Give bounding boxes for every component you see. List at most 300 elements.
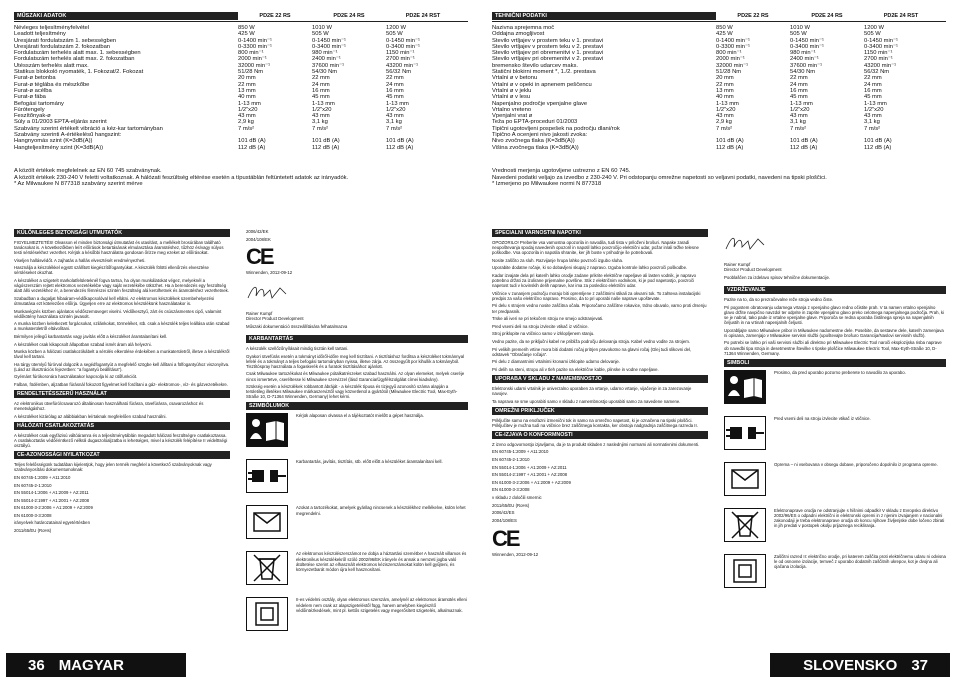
spec-value: 56/32 Nm <box>864 69 890 76</box>
paragraph: 2004/108/ES <box>492 517 517 523</box>
symbol-text: Prosimo, da pred uporabo pozorno preberete to navodilo za uporabo. <box>774 369 906 375</box>
paragraph: Szükség esetén a készülékek robbantott ábráját - a készülék típusa és tizjegyű azonosító száma alapján a területileg illetékes Milwaukee márkaszerviztől vagy közvetlenül a gyártótól (Milwaukee Electric Tool, Max-Eyth-Straße 10, D-71364 Winnenden, Germany) lehet kérni. <box>246 384 458 400</box>
spec-value: 0-1450 min⁻¹ <box>864 37 898 44</box>
paragraph: Pred vsemi deli na stroju izvlecite vtikač iz vtičnice. <box>492 323 589 329</box>
spec-value: 51/28 Nm <box>716 69 742 76</box>
section-heading: KÜLÖNLEGES BIZTONSÁGI UTMUTATÓK <box>14 229 230 237</box>
model-2: PD2E 24 RS <box>333 12 365 19</box>
spec-value: 505 W <box>312 31 329 38</box>
spec-value: 45 mm <box>386 94 404 101</box>
symbol-row <box>246 551 468 590</box>
spec-value: 1/2"x20 <box>716 106 736 113</box>
spec-value: 1200 W <box>864 25 884 31</box>
symbol-row <box>246 413 468 452</box>
ce-mark: CE <box>492 525 519 551</box>
spec-value: 16 mm <box>386 87 404 94</box>
spec-label: Hangteljesítmény szint (K=3dB(A)) <box>14 144 104 151</box>
spec-label: Število vrtljajev pri obremenitvi v 2. prestavi <box>492 56 604 63</box>
paragraph: Uporabljajte samo Milwaukee pribor in Milwaukee nadomestne dele. Posebite, da sestavne dele, katerih zamenjava ni opisana, zamenjajo v Milwaukee servisni službi (upoštevajte brošuro Garancija/Naslovi servisnih služb). <box>724 327 944 338</box>
section <box>724 359 946 367</box>
section-heading: KARBANTARTÁS <box>246 335 468 343</box>
spec-value: 800 min⁻¹ <box>716 50 742 57</box>
spec-row <box>14 145 468 151</box>
paragraph: 2006/42/ES <box>492 510 515 516</box>
weee-bin-icon <box>724 508 774 547</box>
spec-value: 20 mm <box>238 75 256 82</box>
spec-label: Ütésszám terhelés alatt max. <box>14 62 89 69</box>
spec-label: Furat-ø téglába és mészkőbe <box>14 81 90 88</box>
accessory-icon <box>246 505 296 544</box>
spec-label: Furat-ø fába <box>14 94 46 101</box>
paragraph: FIGYELMEZTETÉS! Olvasson el minden biztonsági útmutatást és utasítást, a mellékelt brosúrában található tanácsokat is. A következőkben leírt előírások betartásának elmulasztása áramütéshez, tűzhöz és/vagy súlyos testi sérülésekhez vezethet. Kérjük a későbbi használatra gondosan őrizze meg ezeket az előírásokat. <box>14 240 224 256</box>
spec-value: 37600 min⁻¹ <box>790 62 823 69</box>
spec-value: 0-1450 min⁻¹ <box>312 37 346 44</box>
signature-icon <box>246 282 288 302</box>
section <box>14 451 230 533</box>
spec-value: 3,1 kg <box>864 119 880 126</box>
paragraph: Viseljen hallásvédőt. A zajhatás a hallás elvesztését eredményezheti. <box>14 257 146 263</box>
spec-value: 1/2"x20 <box>790 106 810 113</box>
spec-label: Višina zvočnega tlaka (K=3dB(A)) <box>492 144 579 151</box>
spec-label: Vrtalni ø v opeki in apnenem peščencu <box>492 81 592 88</box>
spec-label: Vrtalni ø v jeklu <box>492 87 532 94</box>
page-footer <box>6 653 186 677</box>
spec-value: 22 mm <box>790 75 808 82</box>
spec-label: Število vrtljajev pri obremenitvi v 1. prestavi <box>492 50 604 57</box>
spec-header <box>492 10 946 22</box>
spec-value: 101 dB (A) <box>864 138 892 145</box>
spec-value: 0-1450 min⁻¹ <box>790 37 824 44</box>
directive: 2004/108/EK <box>246 236 271 242</box>
spec-value: 0-3400 min⁻¹ <box>790 43 824 50</box>
paragraph: Stroj priklopite na vtičnico samo v izklopljenem stanju. <box>492 331 595 337</box>
paragraph: Gyémánt fúrókoronára használatakor kapcsolja ki az ütőfunkciót. <box>14 374 138 380</box>
spec-value: 0-1400 min⁻¹ <box>238 37 272 44</box>
spec-value: 7 m/s² <box>716 125 733 132</box>
column-maintenance <box>724 229 946 629</box>
symbol-text: Zaščitni razred II: električno orodje, pri katerem zaščita proti električnemu udaru ni odvisna le od osnovne izolacije, temveč z uporabo dodatnih zaščitnih ukrepov, kot je dvojna ali ojačana izolacija. <box>774 553 946 569</box>
spec-label: bremensko število udarcev maks. <box>492 62 579 69</box>
spec-label: Tipično A ocenjeni nivo jakosti zvoka: <box>492 132 588 139</box>
spec-value: 425 W <box>716 31 733 38</box>
paragraph: Pri velikih premerih vrtine mora biti dodatni ročaj pritrjen pravokotno na glavni ročaj (Glej tudi slikovni del, odstavek "Obračanje ročaja". <box>492 346 692 357</box>
section <box>246 402 468 410</box>
spec-value: 850 W <box>238 25 255 31</box>
spec-value: 22 mm <box>716 81 734 88</box>
paragraph: EN 60745-1:2009 + A11:2010 <box>14 474 71 480</box>
symbol-row <box>724 462 946 501</box>
unplug-icon <box>246 459 296 498</box>
signer-title: Director Product Development <box>246 315 304 321</box>
spec-value: 0-3400 min⁻¹ <box>864 43 898 50</box>
spec-title: MŰSZAKI ADATOK <box>14 12 238 20</box>
symbol-row <box>724 416 946 455</box>
place-date: Winnenden, 2012-09-12 <box>246 270 293 276</box>
spec-value: 2,9 kg <box>238 119 254 126</box>
paragraph: v skladu z določili smernic <box>492 495 542 500</box>
spec-rows <box>14 25 468 151</box>
spec-value: 24 mm <box>864 81 882 88</box>
spec-label: Število vrtljajev v prostem teku v 1. prestavi <box>492 37 604 44</box>
section-heading: SZIMBÓLUMOK <box>246 402 468 410</box>
spec-label: Fordulatszám terhelés alatt max. 1. sebességben <box>14 50 141 57</box>
model-1: PD2E 22 RS <box>259 12 291 19</box>
spec-note: A közölt értékek 230-240 V feletti voltatkoznak. A hálózati feszültség eltérése esetén a típustáblán feltüntetett adatok az irányadók. <box>14 174 349 181</box>
spec-notes <box>492 168 942 188</box>
spec-value: 1-13 mm <box>312 100 335 107</box>
symbol-text: Kérjük alaposan olvassa el a tájékoztatót mielőtt a gépet használja. <box>296 413 424 419</box>
page-number: 37 <box>911 656 928 674</box>
symbol-text: Pred vsemi deli na stroju izvlecite vtikač iz vtičnice. <box>774 415 871 421</box>
symbol-row <box>246 505 468 544</box>
paragraph: Az elektronikus ütvefúró/csavarozó általánosan használható fúrásra, ütvefúrásra, csavarozáshoz és menetvágáshoz. <box>14 401 204 412</box>
paragraph: EN 55014-1:2006 + A1:2009 + A2:2011 <box>14 490 89 496</box>
spec-label: Napenjalno področje vpenjalne glave <box>492 100 588 107</box>
paragraph: A készüléket a szigetelt markolatfelületeknél fogva tartsa, ha olyan munkálatokat végez, melyeknél a vágószerszám rejtett elektromos vezetékekbe vagy saját vezetékébe ütközhet. Ha a berendezés egy feszültség alatt álló vezetékhez ér, a berendezés fémrészei szintén feszültség alá kerülhetnek és áramütéshez vezethetnek. <box>14 278 229 294</box>
class-ii-icon <box>246 597 296 636</box>
paragraph: Pri delu s strojem vedno nosite zaščitna očala. Priporočamo zaščitne rokavice, trdno obuvalo, varno proti drsenju ter predpasnik. <box>492 303 707 314</box>
paragraph: Z izvno odgovornostjo izjavljamo, da je ta produkt skladen z naslednjimi normami ali normativnimi dokumenti. <box>492 441 700 447</box>
symbol-text: Elektronaprave orodja ne odstranjujte s hišnimi odpadki! V skladu z Evropsko direktivo 2002/96/ES o odpadni električni in elektronski opremi in z njenim izvajanjem v nacionalni zakonodaji je treba elektronaprave orodja ob koncu njihove življenjske dobe ločeno zbirati in jih predati v postopek okolju prijaznega recikliranja. <box>774 507 945 528</box>
paragraph: Nosite zaščito za sluh. Razvijanje hrupa lahko povzroči izgubo sluha. <box>492 257 624 263</box>
symbol-text: II-es védelmi osztály, olyan elektromos szerszám, amelynél az elektromos áramütés elleni védelem nem csak az alapszigeteléstől függ, hanem amelyben kiegészítő védőintézkedések, mint pl. kettős szigetelés vagy megerősített szigetelés, alkalmaznak. <box>296 597 467 613</box>
spec-note: Vrednosti merjenja ugotovljene ustrezno z EN 60 745. <box>492 168 631 174</box>
page-language: MAGYAR <box>58 656 124 674</box>
paragraph: Csak Milwaukee tartozékokat és Milwaukee pótalkatrészeket szabad használni. Az olyan elemeket, melyek cseréje nincs ismertetve, cseréltesse ki Milwaukee szervizzel (lásd Garancia/Ügyfélszolgálat címei kiadvány). <box>246 371 465 382</box>
spec-value: 40 mm <box>716 94 734 101</box>
spec-label: Szabvány szerint értékelt vibráció a kéz-kar tartományban <box>14 125 163 132</box>
paragraph: Pri delu z diamantnimi vrtalnimi kronami izklopite udarno delovanje. <box>492 359 621 365</box>
section <box>724 286 946 355</box>
paragraph: A készüléket kizárólag az alábbiakban leírtaknak megfelelően szabad használni. <box>14 413 167 419</box>
section <box>246 335 468 399</box>
section <box>492 431 708 523</box>
spec-label: Statični blokirni moment *, 1./2. prestava <box>492 69 596 76</box>
paragraph: Priključite samo na enofazni izmenični tok in samo na omrežno napetost, ki je označena na tipski ploščici. Priključitev je možna tudi na vtičnice brez zaščitnega kontakta, ker obstoja nadgradnja zaščitnega razreda II. <box>492 417 698 428</box>
spec-label: Tipični ugotovljeni pospešek na področju dlani/rok <box>492 125 620 132</box>
maintenance-sections <box>724 286 946 366</box>
place-date: Winnenden, 2012-09-12 <box>492 551 539 557</box>
spec-value: 1-13 mm <box>386 100 409 107</box>
spec-value: 37600 min⁻¹ <box>312 62 345 69</box>
spec-value: 16 mm <box>864 87 882 94</box>
spec-value: 425 W <box>238 31 255 38</box>
section-heading: SPECIALNI VARNOSTNI NAPOTKI <box>492 229 708 237</box>
spec-value: 1/2"x20 <box>312 106 332 113</box>
signer-name: Rainer Kumpf <box>724 262 751 267</box>
section-heading: OMREŽNI PRIKLJUČEK <box>492 407 708 415</box>
spec-label: Névleges teljesítményfelvétel <box>14 25 90 31</box>
spec-value: 980 min⁻¹ <box>312 50 338 57</box>
paragraph: EN 61000-3-3:2008 <box>14 512 52 518</box>
spec-value: 0-3400 min⁻¹ <box>386 43 420 50</box>
spec-label: Furat-ø acélba <box>14 87 52 94</box>
paragraph: EN 60745-1:2009 + A11:2010 <box>492 449 549 455</box>
paragraph: A készülék szellőzőnyílásait mindig tisztán kell tartani. <box>246 346 349 352</box>
spec-value: 1-13 mm <box>864 100 887 107</box>
spec-value: 101 dB (A) <box>238 138 266 145</box>
spec-note: * Az Milwaukee N 877318 szabvány szerint mérve <box>14 181 143 188</box>
page-number: 36 <box>28 656 45 674</box>
symbol-text: Azokat a tartozékokat, amelyek gyárilag nincsenek a készülékhez mellékelve, külön lehet megrendelni. <box>296 505 466 516</box>
symbol-text: Az elektromos készülészerszámot ne dobja a háztartási szemétbe! A használt villamos és elektronikus készülékekről szóló 2002/96/EK irányelv és annak a nemzeti jogba való átültetése szerint az elhasznált elektromos kéziszerszámokat külön kell gyűjteni, és környezetbarát módon újra kell hasznosítani. <box>296 551 467 572</box>
spec-label: Statikus blokkoló nyomaték, 1. Fokozat/2. Fokozat <box>14 69 144 76</box>
section-heading: CE-AZONOSSÁGI NYILATKOZAT <box>14 451 230 459</box>
spec-header <box>14 10 468 22</box>
spec-value: 1-13 mm <box>716 100 739 107</box>
page-left <box>6 8 472 677</box>
spec-title: TEHNIČNI PODATKI <box>492 12 716 20</box>
paragraph: Gyakori ütvefúrás esetén a tokmányt időről-időre meg kell tisztítani. A tisztításhoz fordítsa a készüléket tokmánnyal lefelé és a tokmányt a teljes befogási tartományban nyissa, illetve zárja. Az összegyűlt por kihullik a tokmányból. Tisztítóspray használata a fogaskerék és a furatok tisztításához ajánlott. <box>246 353 465 369</box>
spec-value: 45 mm <box>790 94 808 101</box>
symbol-list <box>246 413 468 636</box>
spec-label: Üresjárati fordulatszám 1. sebességben <box>14 37 117 44</box>
paragraph: Munkavégzés közben ajánlatos védőszemüveget viselni. Védőkesztyű, zárt és csúszásmentes cipő, valamint védőkötény használata szintén javasolt. <box>14 308 222 319</box>
spec-value: 0-3400 min⁻¹ <box>312 43 346 50</box>
spec-label: Vrtalni ø v lesu <box>492 94 531 101</box>
spec-value: 45 mm <box>312 94 330 101</box>
spec-value: 0-1450 min⁻¹ <box>386 37 420 44</box>
spec-label: Vpenjalni vrat ø <box>492 113 533 120</box>
spec-value: 2000 min⁻¹ <box>238 56 267 63</box>
section <box>14 422 230 448</box>
spec-value: 7 m/s² <box>238 125 255 132</box>
paragraph: Vtičnice v zunanjem področju morajo biti opremljene z zaščitnimi stikali za okvarni tok. To zahteva instalacijski predpis za vašo električno napravo. Prosimo, da to pri uporabi naše naprave upoštevate. <box>492 290 701 301</box>
section-heading: UPORABA V SKLADU Z NAMEMBNOSTJO <box>492 375 708 383</box>
spec-value: 7 m/s² <box>386 125 403 132</box>
spec-label: Oddajna zmogljivost <box>492 31 545 38</box>
signature-icon <box>724 233 766 253</box>
spec-label: Nivo zvočnega tlaka (K=3dB(A)) <box>492 138 575 145</box>
spec-value: 2400 min⁻¹ <box>790 56 819 63</box>
spec-value: 7 m/s² <box>312 125 329 132</box>
section-heading: VZDRŽEVANJE <box>724 286 946 294</box>
paragraph: Munka közben a hálózati csatlakozókábelt a sérülés elkerülése érdekében a munkaterületről, illetve a készülékről távol kell tartani. <box>14 349 230 360</box>
paragraph: Vedno pazite, da se priključni kabel ne približa področju delovanja stroja. Kabel vedno vodite za strojem. <box>492 338 691 344</box>
spec-value: 43 mm <box>312 113 330 120</box>
spec-value: 3,1 kg <box>312 119 328 126</box>
spec-value: 505 W <box>864 31 881 38</box>
spec-value: 24 mm <box>790 81 808 88</box>
signer-authorization: Műszaki dokumentáció összeállítására felhatalmazva <box>246 323 348 329</box>
spec-value: 1-13 mm <box>238 100 261 107</box>
spec-value: 22 mm <box>238 81 256 88</box>
spec-label: Szabvány szerinti A-értékelésű hangszint: <box>14 132 122 139</box>
spec-value: 3,1 kg <box>790 119 806 126</box>
section-heading: SIMBOLI <box>724 359 946 367</box>
signer-title: Director Product Development <box>724 267 782 273</box>
model-3: PD2E 24 RST <box>883 12 919 19</box>
spec-value: 112 dB (A) <box>312 144 340 151</box>
paragraph: EN 61000-3-2:2006 + A1:2009 + A2:2009 <box>14 505 93 511</box>
spec-value: 1/2"x20 <box>864 106 884 113</box>
spec-value: 20 mm <box>716 75 734 82</box>
signer-name: Rainer Kumpf <box>246 310 273 316</box>
spec-label: Üresjárati fordulatszám 2. fokozatban <box>14 43 111 50</box>
spec-value: 40 mm <box>238 94 256 101</box>
paragraph: Po potrebi se lahko pri vaši servisni službi ali direktno pri Milwaukee Electric Tool naroči eksplozijska risba naprave ob navedbi tipa stroja in desetmestne številke s tipske ploščice Milwaukee Electric Tool, Max-Eyth-Straße 10, D-71364 Winnenden, Germany. <box>724 340 942 356</box>
spec-value: 24 mm <box>312 81 330 88</box>
spec-value: 16 mm <box>312 87 330 94</box>
paragraph: Elektronski udarni vrtalnik je univerzalno uporaben za vrtanje, udarno vrtanje, vijačenje in za zarezovanje navojev. <box>492 385 692 396</box>
symbol-row <box>724 554 946 593</box>
spec-label: Befogási tartomány <box>14 100 64 107</box>
paragraph: 2011/65/EU (RoHs) <box>14 528 52 534</box>
symbol-row <box>246 597 468 636</box>
spec-value: 2400 min⁻¹ <box>312 56 341 63</box>
model-2: PD2E 24 RS <box>811 12 843 19</box>
paragraph: EN 61000-3-3:2008 <box>492 487 530 493</box>
paragraph: Kadar izvajate dela pri katerih lahko orodje zadane prikrite električne napeljave ali lasten vodnik, je napravo potrebno držati za izolirane prijemalne površine. Stik z električnim vodnikom, ki je pod napetostjo, povzroči napetost tudi v kovinskih delih naprave, kar ima za posledico električni udar. <box>492 272 696 289</box>
paragraph: Bérmilyen jellegű karbantartás vagy javítás előtt a készüléket áramtalanítani kell. <box>14 333 168 339</box>
paragraph: Használja a készülékkel együtt szállított kiegészítőfogantyúkat. A készülék fölötti ellenőrzés elvesztése sérüléseket okozhat. <box>14 265 209 276</box>
spec-value: 16 mm <box>790 87 808 94</box>
spec-rows <box>492 25 946 151</box>
paragraph: EN 55014-2:1997 + A1:2001 + A2:2008 <box>14 497 90 503</box>
spec-label: Teža po EPTA-proceduri 01/2003 <box>492 119 578 126</box>
spec-value: 7 m/s² <box>790 125 807 132</box>
spec-value: 43 mm <box>716 113 734 120</box>
spec-value: 32000 min⁻¹ <box>238 62 271 69</box>
spec-value: 43 mm <box>864 113 882 120</box>
spec-label: Feszítőnyak-ø <box>14 113 51 120</box>
spec-value: 505 W <box>386 31 403 38</box>
spec-value: 54/30 Nm <box>790 69 816 76</box>
spec-value: 101 dB (A) <box>312 138 340 145</box>
maintenance-sections <box>246 335 468 410</box>
paragraph: Falban, födémben, aljzatban fúrásnál fokozott figyelmet kell fordítani a gáz- elektromos-, víz- és gázvezetékekre. <box>14 382 228 388</box>
spec-label: Furat-ø betonba <box>14 75 56 82</box>
spec-value: 32000 min⁻¹ <box>716 62 749 69</box>
model-1: PD2E 22 RS <box>737 12 769 19</box>
paragraph: A készüléket csak egyfázisú váltóáramra és a teljesítménytáblán megadott hálózati feszültségre csatlakoztassa. A csatlakoztatás védőérintkező nélküli dugaszolóaljzatba is lehetséges, mivel a készülék felépítése II védelttségi osztályú. <box>14 432 228 449</box>
paragraph: Uporabite dodatne ročaje, ki so dobavljeni skupaj z napravo. Izguba kontrole lahko povzroči poškodbe. <box>492 265 688 271</box>
spec-table <box>492 10 946 151</box>
spec-value: 2,9 kg <box>716 119 732 126</box>
paragraph: 2011/65/EU (RoHs) <box>492 502 530 508</box>
spec-value: 0-3300 min⁻¹ <box>238 43 272 50</box>
page-right <box>484 8 950 677</box>
spec-label: Število vrtljajev v prostem teku v 2. prestavi <box>492 43 604 50</box>
spec-value: 54/30 Nm <box>312 69 338 76</box>
paragraph: EN 55014-2:1997 + A1:2001 + A2:2008 <box>492 472 568 478</box>
paragraph: A munka közben keletkezett forgácsokat, szilánkokat, törmeléket, stb. csak a készülék teljes leállása után szabad a munkaterületről eltávolítani. <box>14 321 230 332</box>
spec-value: 1-13 mm <box>790 100 813 107</box>
spec-value: 43200 min⁻¹ <box>386 62 419 69</box>
spec-value: 43 mm <box>386 113 404 120</box>
spec-table <box>14 10 468 151</box>
paragraph: EN 60745-2-1:2010 <box>492 457 530 463</box>
spec-value: 56/32 Nm <box>386 69 412 76</box>
ce-mark: CE <box>246 244 273 270</box>
spec-value: 22 mm <box>312 75 330 82</box>
spec-value: 101 dB (A) <box>716 138 744 145</box>
page-language: SLOVENSKO <box>803 656 898 674</box>
spec-value: 7 m/s² <box>864 125 881 132</box>
directive: 2006/42/EK <box>246 229 269 234</box>
spec-value: 0-1400 min⁻¹ <box>716 37 750 44</box>
column-safety <box>14 229 230 629</box>
spec-value: 22 mm <box>864 75 882 82</box>
spec-value: 112 dB (A) <box>790 144 818 151</box>
spec-value: 13 mm <box>716 87 734 94</box>
paragraph: Pri delih na steni, stropu ali v tleh pazite na električne kable, plinske in vodne napeljave. <box>492 366 659 372</box>
column-maintenance <box>246 229 468 629</box>
paragraph: Ha tárgy ütemlyű fúrórval dolgozik a segédfogantyút a megfelelő szögbe kell állítani a fölfogantyúhoz viszonyítva. (Lásd az illusztrációs fejezetben: "a fogantyú beállítása"). <box>14 361 230 372</box>
spec-value: 2700 min⁻¹ <box>386 56 415 63</box>
spec-notes <box>14 168 464 188</box>
weee-bin-icon <box>246 551 296 590</box>
spec-value: 43 mm <box>238 113 256 120</box>
symbol-text: Oprema – ni vsebovana v obsegu dobave, priporočeno dopolnilo iz programa opreme. <box>774 461 938 467</box>
symbol-row <box>246 459 468 498</box>
symbol-list <box>724 370 946 593</box>
spec-label: Vrtalno vreteno <box>492 106 532 113</box>
spec-value: 1010 W <box>312 25 332 31</box>
spec-value: 1200 W <box>386 25 406 31</box>
symbol-text: Karbantartás, javítás, tisztítás, stb. előtt előtt a készüléket áramtalanítani kell. <box>296 459 443 465</box>
read-manual-icon <box>724 370 774 409</box>
spec-note: Navedeni podatki veljajo za izvedbo z 230-240 V. Pri odstopanju omrežne napetosti so veljavni podatki, navedeni na tipski ploščici. <box>492 174 827 181</box>
safety-sections <box>492 229 708 523</box>
unplug-icon <box>724 416 774 455</box>
spec-value: 112 dB (A) <box>864 144 892 151</box>
model-3: PD2E 24 RST <box>405 12 441 19</box>
spec-label: Nazivna sprejemna moč <box>492 25 555 31</box>
spec-value: 51/28 Nm <box>238 69 264 76</box>
spec-value: 1150 min⁻¹ <box>864 50 893 57</box>
spec-value: 980 min⁻¹ <box>790 50 816 57</box>
paragraph: Szabadban a dugaljat hibaáram-védőkapcsolóval kell ellátni. Az elektromos készülékek üzembehelyezési útmutatása ezt kötelezően előírja. Ügyeljen erre az elektromos készülékünk használatakor is. <box>14 295 215 306</box>
symbol-row <box>724 508 946 547</box>
spec-label: Fúrótengely <box>14 106 45 113</box>
spec-value: 800 min⁻¹ <box>238 50 264 57</box>
spec-value: 22 mm <box>386 75 404 82</box>
spec-label: Hangnyomás szint (K=3dB(A)) <box>14 138 93 145</box>
section <box>14 229 230 387</box>
section-heading: HÁLÓZATI CSATLAKOZTATÁS <box>14 422 230 430</box>
paragraph: irányelvek határozatainal egyetértésben <box>14 520 90 526</box>
class-ii-icon <box>724 554 774 593</box>
column-safety <box>492 229 708 629</box>
page-footer <box>770 653 950 677</box>
spec-value: 112 dB (A) <box>386 144 414 151</box>
paragraph: A készüléket csak kikapcsolt állapotban szabad ismét áram alá helyezni. <box>14 341 152 347</box>
paragraph: EN 61000-3-2:2006 + A1:2009 + A2:2009 <box>492 479 571 485</box>
paragraph: EN 55014-1:2006 + A1:2009 + A2:2011 <box>492 464 567 470</box>
section <box>492 229 708 372</box>
spec-label: Vrtalni ø v betonu <box>492 75 538 82</box>
spec-value: 45 mm <box>864 94 882 101</box>
paragraph: Trske ali iveri se pri tekočem stroju ne smejo odstranjevati. <box>492 316 604 322</box>
spec-label: Leadott teljesítmény <box>14 31 66 38</box>
spec-value: 112 dB (A) <box>238 144 266 151</box>
spec-value: 0-3300 min⁻¹ <box>716 43 750 50</box>
spec-value: 2700 min⁻¹ <box>864 56 893 63</box>
section <box>492 375 708 404</box>
spec-value: 101 dB (A) <box>386 138 414 145</box>
paragraph: EN 60745-2-1:2010 <box>14 482 52 488</box>
spec-value: 43200 min⁻¹ <box>864 62 897 69</box>
paragraph: Pri pogostem obratovanju udarnega vrtanja z vpenjalno glavo redno očistite prah. V ta namen vrtalno vpenjalno glavo držite navpično navzdol ter odprite in zaprite vpenjalno glavo preko celotnega napenjalnega področja. Prah, ki se je nabral, tako pade iz vrtalne vpenjalne glave. Priporoča se redna uporaba čistilnega spreja na napenjalnih čeljustih in na vrtinah napenjalnih čeljusti. <box>724 304 944 326</box>
spec-value: 24 mm <box>386 81 404 88</box>
spec-value: 1010 W <box>790 25 810 31</box>
spec-row <box>492 145 946 151</box>
section <box>14 390 230 419</box>
paragraph: Pazite na to, da so prezračevalne reže stroja vedno čiste. <box>724 297 834 303</box>
paragraph: OPOZORILO! Preberite vsa varnostna opozorila in navodila, tudi tista v priloženi brošuri. Napake zaradi neupoštevanja spodaj navedenih opozoril in napotil lahko povzročijo električni udar, požar in/ali težke telesne poškodbe. Vsa opozorila in napotila shranite, ker jih boste v prihodnje še potrebovali. <box>492 240 699 256</box>
section <box>492 407 708 428</box>
